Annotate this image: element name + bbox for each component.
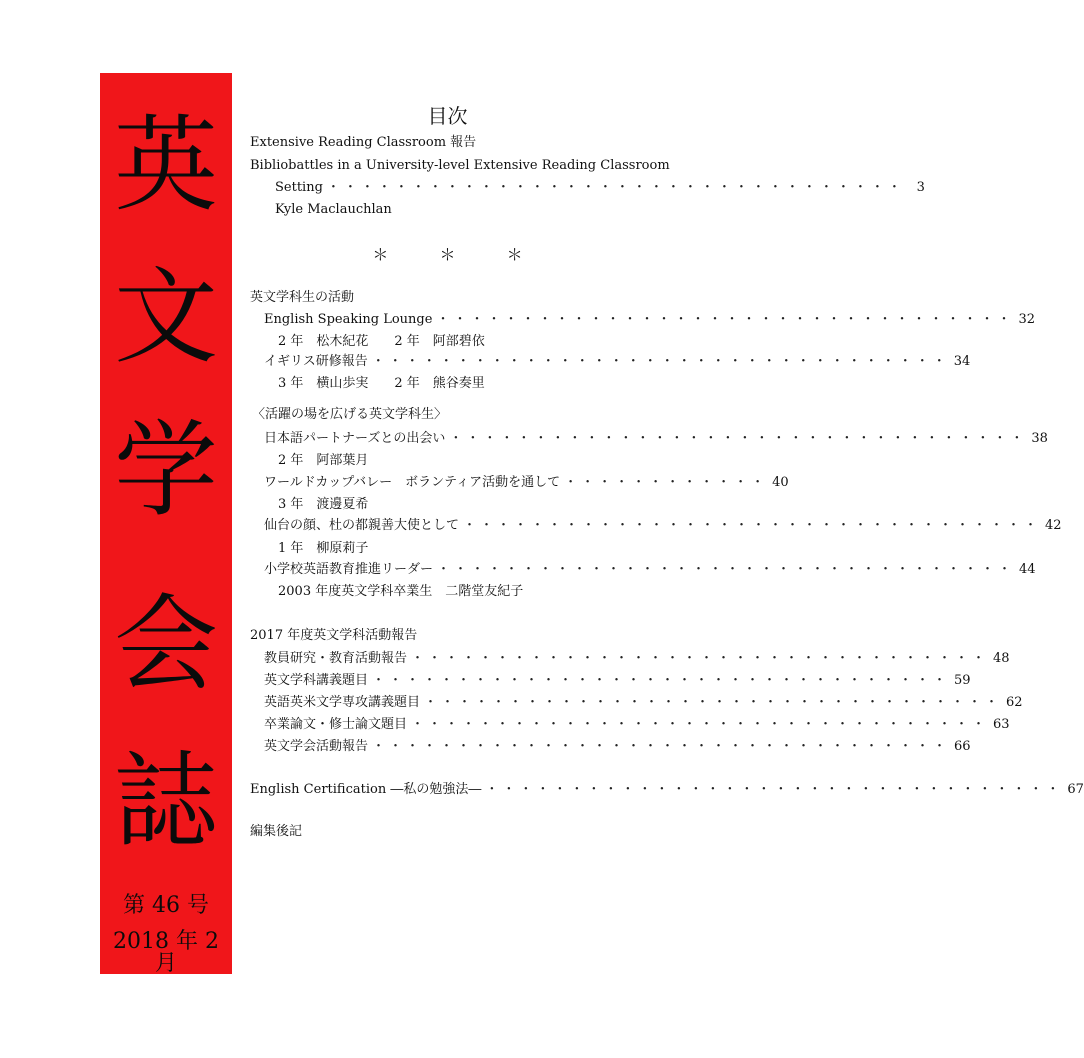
entry-title: イギリス研修報告 (264, 354, 368, 369)
entry-title: 英文学会活動報告 (264, 739, 369, 754)
page-number: 32 (1018, 312, 1035, 327)
leader-dots: ・・・・・・・・・・・・・・・・・・・・・・・・・・・・・・・・・・ (411, 651, 990, 666)
toc-entry-ambassador[interactable] (264, 517, 1062, 535)
page-number: 59 (954, 673, 971, 688)
toc-entry-worldcup[interactable] (264, 474, 789, 492)
entry-title: 英文学科講義題目 (264, 673, 369, 688)
entry-title: English Certification ―私の勉強法― (250, 782, 482, 797)
page-number: 44 (1019, 562, 1036, 577)
toc-entry-speaking-lounge[interactable] (264, 311, 1035, 329)
leader-dots: ・・・・・・・・・・・・ (564, 475, 769, 490)
title-char-gaku: 学 (113, 409, 218, 531)
leader-dots: ・・・・・・・・・・・・・・・・・・・・・・・・・・・・・・・・・・ (411, 717, 990, 732)
toc-entry-uk-training[interactable] (264, 353, 971, 371)
leader-dots: ・・・・・・・・・・・・・・・・・・・・・・・・・・・・・・・・・・ (437, 562, 1016, 577)
leader-dots: ・・・・・・・・・・・・・・・・・・・・・・・・・・・・・・・・・・ (463, 518, 1042, 533)
article-title-line2: Setting (275, 180, 323, 195)
page-number: 38 (1031, 431, 1048, 446)
leader-dots: ・・・・・・・・・・・・・・・・・・・・・・・・・・・・・・・・・・ (372, 739, 951, 754)
entry-title: 日本語パートナーズとの出会い (264, 431, 446, 446)
author-line: Kyle Maclauchlan (275, 202, 392, 217)
section-heading-er: Extensive Reading Classroom 報告 (250, 135, 477, 150)
page-number: 66 (954, 739, 971, 754)
section-heading-students: 英文学科生の活動 (250, 290, 355, 305)
title-char-kai: 会 (113, 583, 218, 705)
entry-title: 教員研究・教育活動報告 (264, 651, 408, 666)
entry-title: 小学校英語教育推進リーダー (264, 562, 434, 577)
page-number: 3 (916, 180, 925, 195)
toc-entry-society-report[interactable] (264, 738, 971, 756)
toc-entry-partners[interactable] (264, 430, 1048, 448)
subsection-heading-active: 〈活躍の場を広げる英文学科生〉 (252, 407, 448, 422)
toc-entry-bibliobattles[interactable] (275, 179, 925, 197)
author-line: 2003 年度英文学科卒業生 二階堂友紀子 (278, 584, 524, 599)
page-number: 40 (772, 475, 789, 490)
leader-dots: ・・・・・・・・・・・・・・・・・・・・・・・・・・・・・・・・・・ (372, 673, 951, 688)
afterword[interactable]: 編集後記 (250, 824, 303, 839)
section-separator: ＊ ＊ ＊ (372, 245, 523, 264)
author-line: 1 年 柳原莉子 (278, 541, 369, 556)
toc-entry-elementary-leader[interactable] (264, 561, 1036, 579)
entry-title: ワールドカップバレー ボランティア活動を通して (264, 475, 561, 490)
leader-dots: ・・・・・・・・・・・・・・・・・・・・・・・・・・・・・・・・・・ (449, 431, 1028, 446)
page-number: 63 (993, 717, 1010, 732)
author-line: 2 年 阿部葉月 (278, 453, 369, 468)
issue-number: 第 46 号 (123, 893, 209, 918)
author-line: 2 年 松木紀花 2 年 阿部碧依 (278, 334, 485, 349)
page-number: 34 (953, 354, 971, 369)
leader-dots: ・・・・・・・・・・・・・・・・・・・・・・・・・・・・・・・・・・ (326, 180, 905, 195)
toc-entry-graduate-lectures[interactable] (264, 694, 1023, 712)
leader-dots: ・・・・・・・・・・・・・・・・・・・・・・・・・・・・・・・・・・ (485, 782, 1064, 797)
toc-title: 目次 (427, 104, 468, 128)
title-char-shi: 誌 (113, 740, 218, 862)
issue-date: 2018 年 2 月 (113, 929, 219, 976)
author-line: 3 年 横山歩実 2 年 熊谷奏里 (278, 376, 485, 391)
title-banner (100, 73, 232, 974)
page-number: 67 (1067, 782, 1084, 797)
toc-entry-faculty-report[interactable] (264, 650, 1010, 668)
entry-title: English Speaking Lounge (264, 312, 433, 327)
entry-title: 卒業論文・修士論文題目 (264, 717, 408, 732)
title-char-ei: 英 (113, 104, 218, 226)
toc-entry-certification[interactable] (250, 781, 1084, 799)
leader-dots: ・・・・・・・・・・・・・・・・・・・・・・・・・・・・・・・・・・ (424, 695, 1003, 710)
title-char-bun: 文 (113, 256, 218, 378)
entry-title: 英語英米文学専攻講義題目 (264, 695, 421, 710)
author-line: 3 年 渡邊夏希 (278, 497, 369, 512)
toc-entry-lecture-titles[interactable] (264, 672, 971, 690)
toc-entry-thesis-titles[interactable] (264, 716, 1010, 734)
leader-dots: ・・・・・・・・・・・・・・・・・・・・・・・・・・・・・・・・・・ (371, 354, 950, 369)
page-number: 48 (993, 651, 1010, 666)
article-title-line1: Bibliobattles in a University-level Extensive Reading Classroom (250, 158, 670, 173)
page-number: 42 (1045, 518, 1062, 533)
leader-dots: ・・・・・・・・・・・・・・・・・・・・・・・・・・・・・・・・・・ (436, 312, 1015, 327)
section-heading-report: 2017 年度英文学科活動報告 (250, 628, 418, 643)
entry-title: 仙台の顔、杜の都親善大使として (264, 518, 460, 533)
page-number: 62 (1006, 695, 1023, 710)
